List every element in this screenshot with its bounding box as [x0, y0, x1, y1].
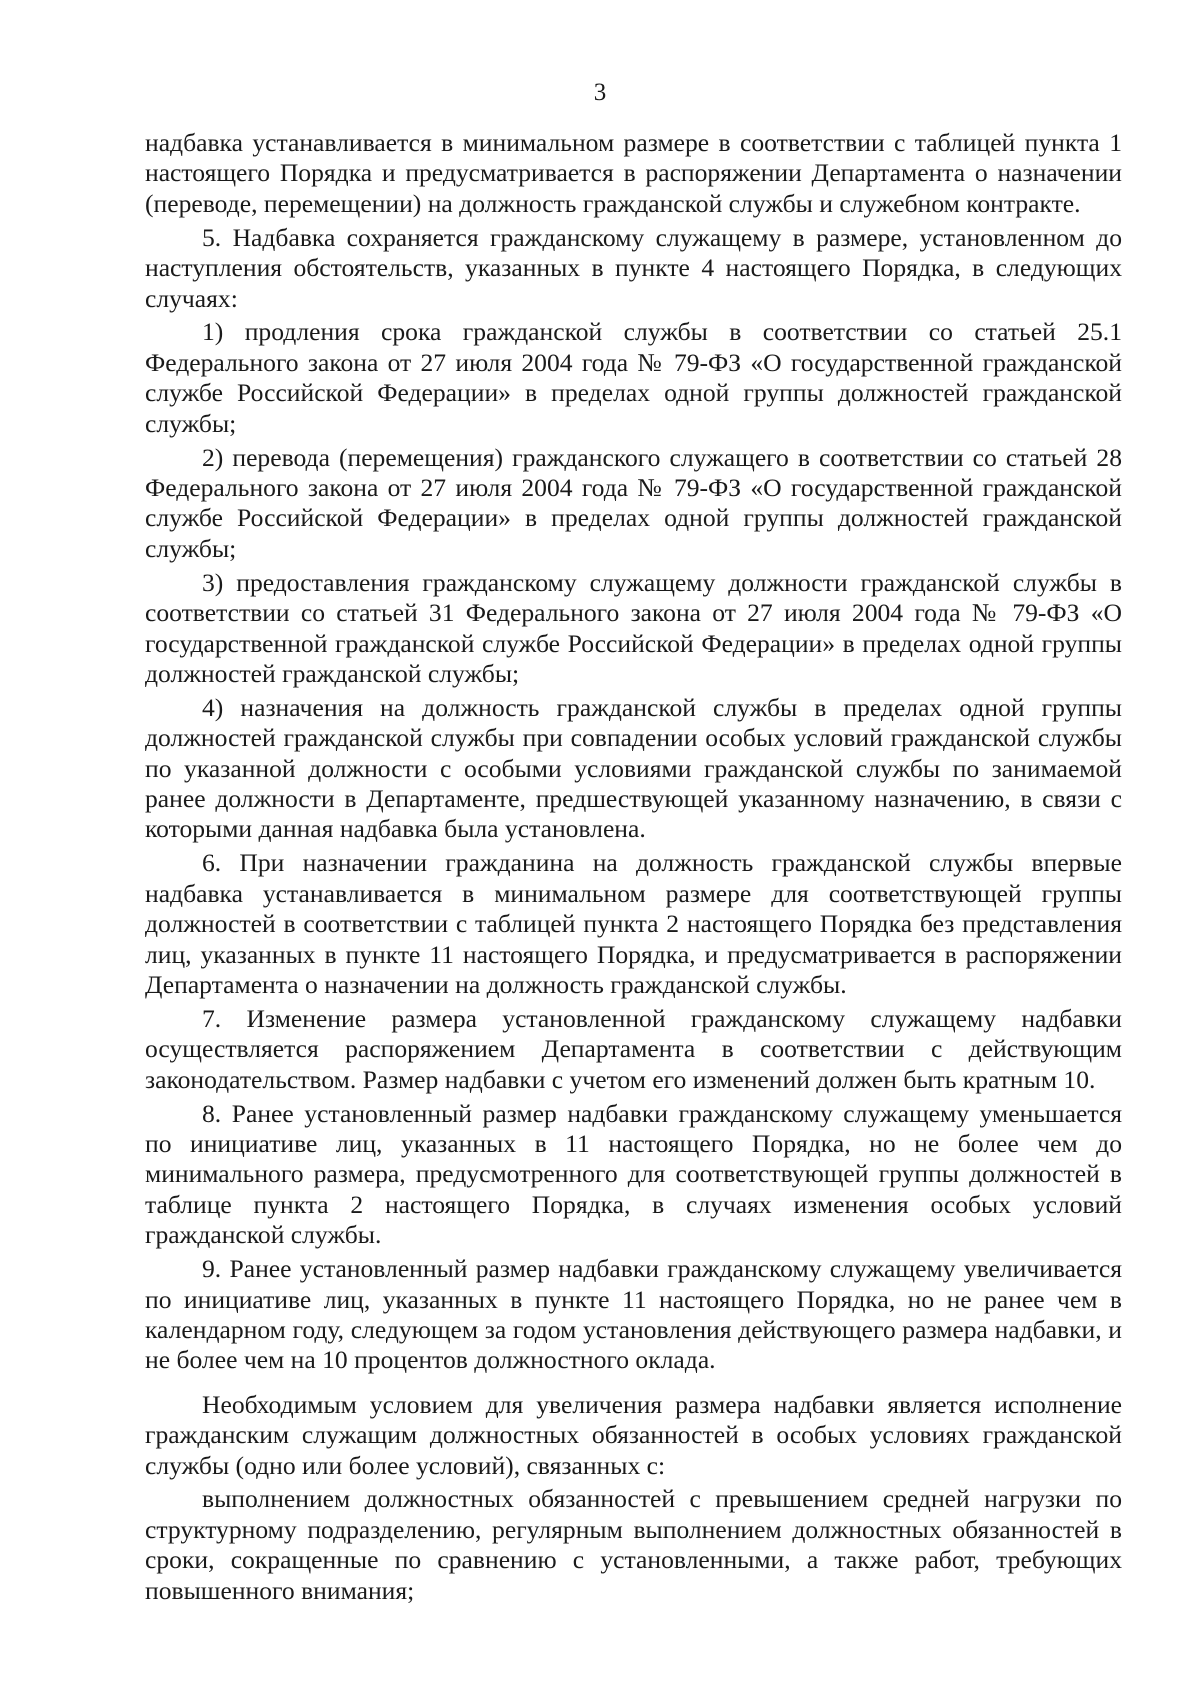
paragraph-subitem-3: 3) предоставления гражданскому служащему должности гражданской службы в соответствии со статьей 31 Федерального закона от 27 июля 2004 года № 79-ФЗ «О государственной гражданской службе Российской Федерации» в пределах одной группы должностей гражданской службы;	[145, 567, 1122, 688]
paragraph-item-7: 7. Изменение размера установленной гражданскому служащему надбавки осуществляется распоряжением Департамента в соответствии с действующим законодательством. Размер надбавки с учетом его изменений должен быть кратным 10.	[145, 1003, 1122, 1094]
paragraph-item-6: 6. При назначении гражданина на должность гражданской службы впервые надбавка устанавливается в минимальном размере для соответствующей группы должностей в соответствии с таблицей пункта 2 настоящего Порядка без представления лиц, указанных в пункте 11 настоящего Порядка, и предусматривается в распоряжении Департамента о назначении на должность гражданской службы.	[145, 848, 1122, 999]
paragraph-item-8: 8. Ранее установленный размер надбавки гражданскому служащему уменьшается по инициативе лиц, указанных в 11 настоящего Порядка, но не более чем до минимального размера, предусмотренного для соответствующей группы должностей в таблице пункта 2 настоящего Порядка, в случаях изменения особых условий гражданской службы.	[145, 1098, 1122, 1250]
paragraph-condition-intro: Необходимым условием для увеличения размера надбавки является исполнение гражданским служащим должностных обязанностей в особых условиях гражданской службы (одно или более условий), связанных с:	[145, 1389, 1122, 1480]
paragraph-subitem-2: 2) перевода (перемещения) гражданского служащего в соответствии со статьей 28 Федерального закона от 27 июля 2004 года № 79-ФЗ «О государственной гражданской службе Российской Федерации» в пределах одной группы должностей гражданской службы;	[145, 442, 1122, 563]
paragraph-continuation: надбавка устанавливается в минимальном размере в соответствии с таблицей пункта 1 настоящего Порядка и предусматривается в распоряжении Департамента о назначении (переводе, перемещении) на должность гражданской службы и служебном контракте.	[145, 128, 1122, 218]
paragraph-subitem-4: 4) назначения на должность гражданской службы в пределах одной группы должностей гражданской службы при совпадении особых условий гражданской службы по указанной должности с особыми условиями гражданской службы по занимаемой ранее должности в Департаменте, предшествующей указанному назначению, в связи с которыми данная надбавка была установлена.	[145, 692, 1122, 844]
paragraph-item-5: 5. Надбавка сохраняется гражданскому служащему в размере, установленном до наступления обстоятельств, указанных в пункте 4 настоящего Порядка, в следующих случаях:	[145, 222, 1122, 313]
page-number: 3	[593, 79, 607, 106]
document-body	[145, 128, 1122, 1610]
paragraph-condition-workload: выполнением должностных обязанностей с превышением средней нагрузки по структурному подразделению, регулярным выполнением должностных обязанностей в сроки, сокращенные по сравнению с установленными, а также работ, требующих повышенного внимания;	[145, 1484, 1122, 1605]
paragraph-subitem-1: 1) продления срока гражданской службы в соответствии со статьей 25.1 Федерального закона от 27 июля 2004 года № 79-ФЗ «О государственной гражданской службе Российской Федерации» в пределах одной группы должностей гражданской службы;	[145, 317, 1122, 438]
paragraph-item-9: 9. Ранее установленный размер надбавки гражданскому служащему увеличивается по инициативе лиц, указанных в пункте 11 настоящего Порядка, но не ранее чем в календарном году, следующем за годом установления действующего размера надбавки, и не более чем на 10 процентов должностного оклада.	[145, 1254, 1122, 1375]
